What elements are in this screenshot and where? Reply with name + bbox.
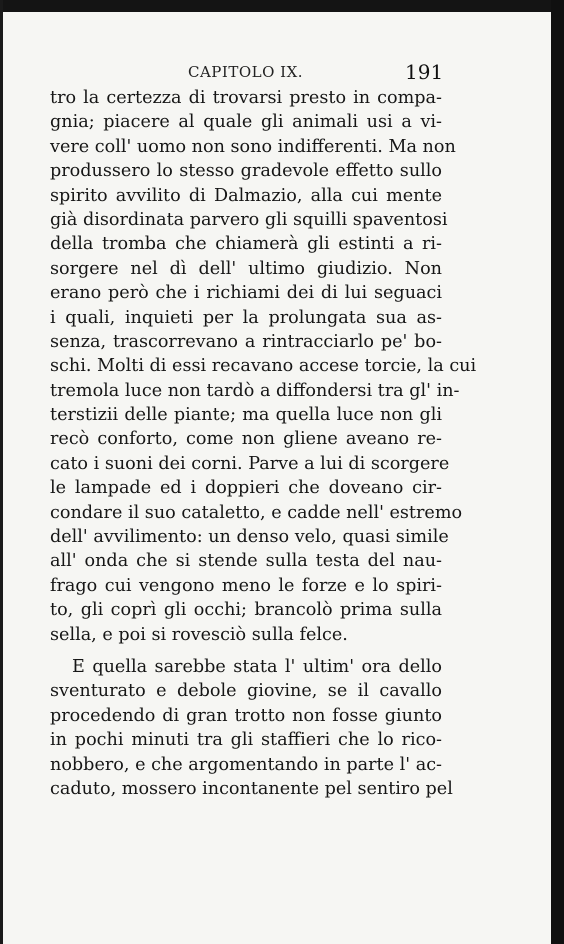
- page-header: [0, 62, 564, 86]
- text-line: recò conforto, come non gliene aveano re-: [50, 429, 442, 450]
- text-line: nobbero, e che argomentando in parte l' ac-: [50, 754, 442, 775]
- text-line: erano però che i richiami dei di lui seguaci: [50, 283, 442, 304]
- text-line: terstizii delle piante; ma quella luce non gli: [50, 405, 442, 426]
- text-line: cato i suoni dei corni. Parve a lui di scorgere: [50, 453, 450, 474]
- text-line: già disordinata parvero gli squilli spaventosi: [50, 209, 448, 230]
- text-line: condare il suo cataletto, e cadde nell' estremo: [50, 502, 463, 523]
- text-line: spirito avvilito di Dalmazio, alla cui mente: [50, 185, 442, 206]
- paragraph: [50, 86, 477, 647]
- text-line: senza, trascorrevano a rintracciarlo pe' bo-: [50, 331, 442, 352]
- text-line: procedendo di gran trotto non fosse giunto: [50, 705, 442, 726]
- text-line: sorgere nel dì dell' ultimo giudizio. Non: [50, 258, 442, 279]
- paragraph-gap: [50, 647, 442, 655]
- text-line: dell' avvilimento: un denso velo, quasi simile: [50, 527, 449, 548]
- text-line: gnia; piacere al quale gli animali usi a vi-: [50, 112, 442, 133]
- text-line: le lampade ed i doppieri che doveano cir-: [50, 478, 442, 499]
- text-line: produssero lo stesso gradevole effetto sullo: [50, 161, 442, 182]
- page-number: 191: [405, 60, 444, 84]
- text-line: caduto, mossero incontanente pel sentiro pel: [50, 778, 453, 799]
- text-line: tremola luce non tardò a diffondersi tra gl' in-: [50, 380, 460, 401]
- body-text: [50, 86, 477, 801]
- text-line: i quali, inquieti per la prolungata sua as-: [50, 307, 442, 328]
- text-line: sella, e poi si rovesciò sulla felce.: [50, 624, 348, 645]
- chapter-running-head: CAPITOLO IX.: [188, 63, 304, 81]
- text-line: sventurato e debole giovine, se il cavallo: [50, 681, 442, 702]
- text-line: to, gli coprì gli occhi; brancolò prima sulla: [50, 600, 442, 621]
- text-line: frago cui vengono meno le forze e lo spiri-: [50, 575, 442, 596]
- text-line: all' onda che si stende sulla testa del nau-: [50, 551, 442, 572]
- text-line: in pochi minuti tra gli staffieri che lo rico-: [50, 730, 442, 751]
- text-line: della tromba che chiamerà gli estinti a ri-: [50, 234, 442, 255]
- scan-top-border: [0, 0, 564, 12]
- text-line: schi. Molti di essi recavano accese torcie, la cui: [50, 356, 477, 377]
- text-line: vere coll' uomo non sono indifferenti. Ma non: [50, 136, 456, 157]
- paragraph: [50, 655, 453, 801]
- scan-right-border: [551, 0, 564, 944]
- text-line: tro la certezza di trovarsi presto in compa-: [50, 88, 442, 108]
- text-line: E quella sarebbe stata l' ultim' ora dello: [72, 656, 442, 677]
